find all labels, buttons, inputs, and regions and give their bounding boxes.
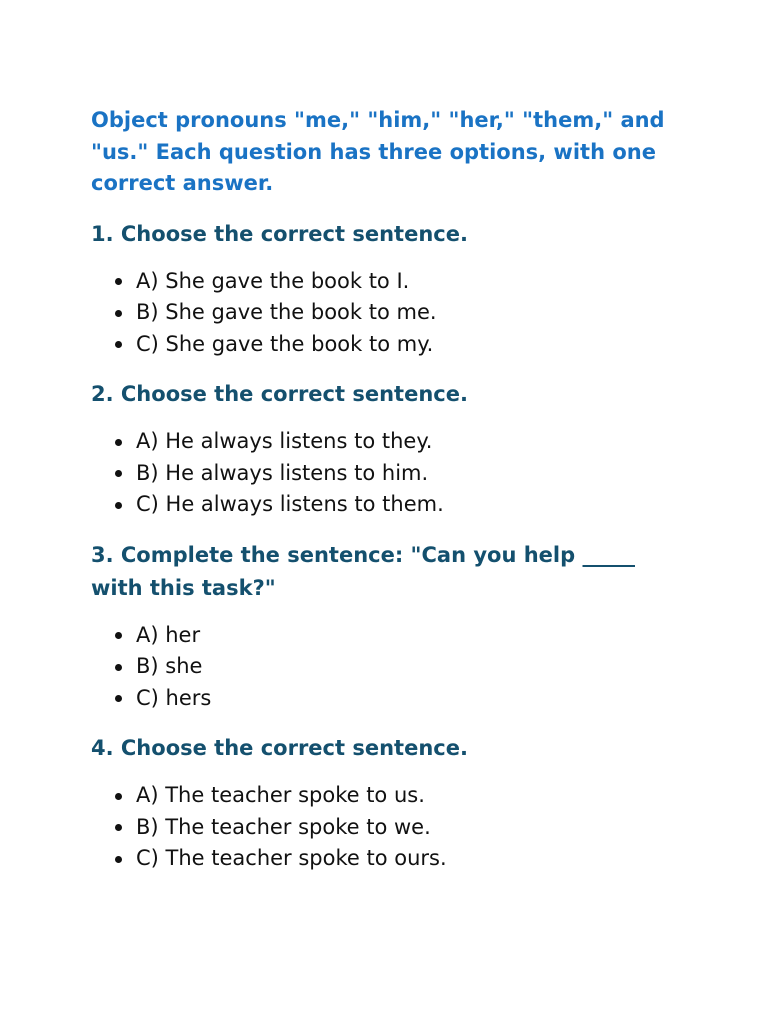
bullet-icon	[115, 632, 122, 639]
option-text: C) He always listens to them.	[136, 492, 444, 516]
bullet-icon	[115, 278, 122, 285]
option-text: B) she	[136, 654, 203, 678]
option-list	[91, 780, 691, 875]
bullet-icon	[115, 341, 122, 348]
bullet-icon	[115, 310, 122, 317]
option-text: B) The teacher spoke to we.	[136, 814, 431, 839]
option-item	[91, 489, 691, 521]
option-text: A) her	[136, 622, 201, 647]
bullet-icon	[115, 439, 122, 446]
option-text: C) The teacher spoke to ours.	[136, 846, 447, 870]
option-item	[91, 651, 691, 683]
option-item	[91, 812, 691, 844]
option-text: C) hers	[136, 685, 212, 710]
bullet-icon	[115, 824, 122, 831]
option-text: A) She gave the book to I.	[136, 268, 410, 293]
option-list	[91, 426, 691, 521]
question-1	[91, 218, 691, 361]
option-item	[91, 780, 691, 812]
bullet-icon	[115, 664, 122, 671]
option-text: C) She gave the book to my.	[136, 331, 434, 356]
option-item	[91, 843, 691, 875]
option-item	[91, 297, 691, 329]
bullet-icon	[115, 856, 122, 863]
question-title: 4. Choose the correct sentence.	[91, 736, 468, 760]
worksheet	[91, 105, 691, 875]
intro-text: Object pronouns "me," "him," "her," "them," and "us." Each question has three options, with one correct answer.	[91, 108, 665, 195]
option-item	[91, 458, 691, 490]
question-title: 2. Choose the correct sentence.	[91, 382, 468, 406]
option-text: B) She gave the book to me.	[136, 300, 437, 324]
option-item	[91, 620, 691, 652]
option-item	[91, 266, 691, 298]
question-title: 1. Choose the correct sentence.	[91, 221, 468, 246]
question-title: 3. Complete the sentence: "Can you help _____ with this task?"	[91, 542, 635, 600]
bullet-icon	[115, 695, 122, 702]
option-text: B) He always listens to him.	[136, 460, 429, 485]
option-text: A) The teacher spoke to us.	[136, 783, 425, 807]
option-text: A) He always listens to they.	[136, 429, 433, 453]
option-item	[91, 329, 691, 361]
option-list	[91, 620, 691, 715]
bullet-icon	[115, 793, 122, 800]
option-list	[91, 266, 691, 361]
question-2	[91, 378, 691, 521]
option-item	[91, 683, 691, 715]
option-item	[91, 426, 691, 458]
bullet-icon	[115, 470, 122, 477]
question-3	[91, 539, 691, 715]
question-4	[91, 732, 691, 875]
bullet-icon	[115, 502, 122, 509]
